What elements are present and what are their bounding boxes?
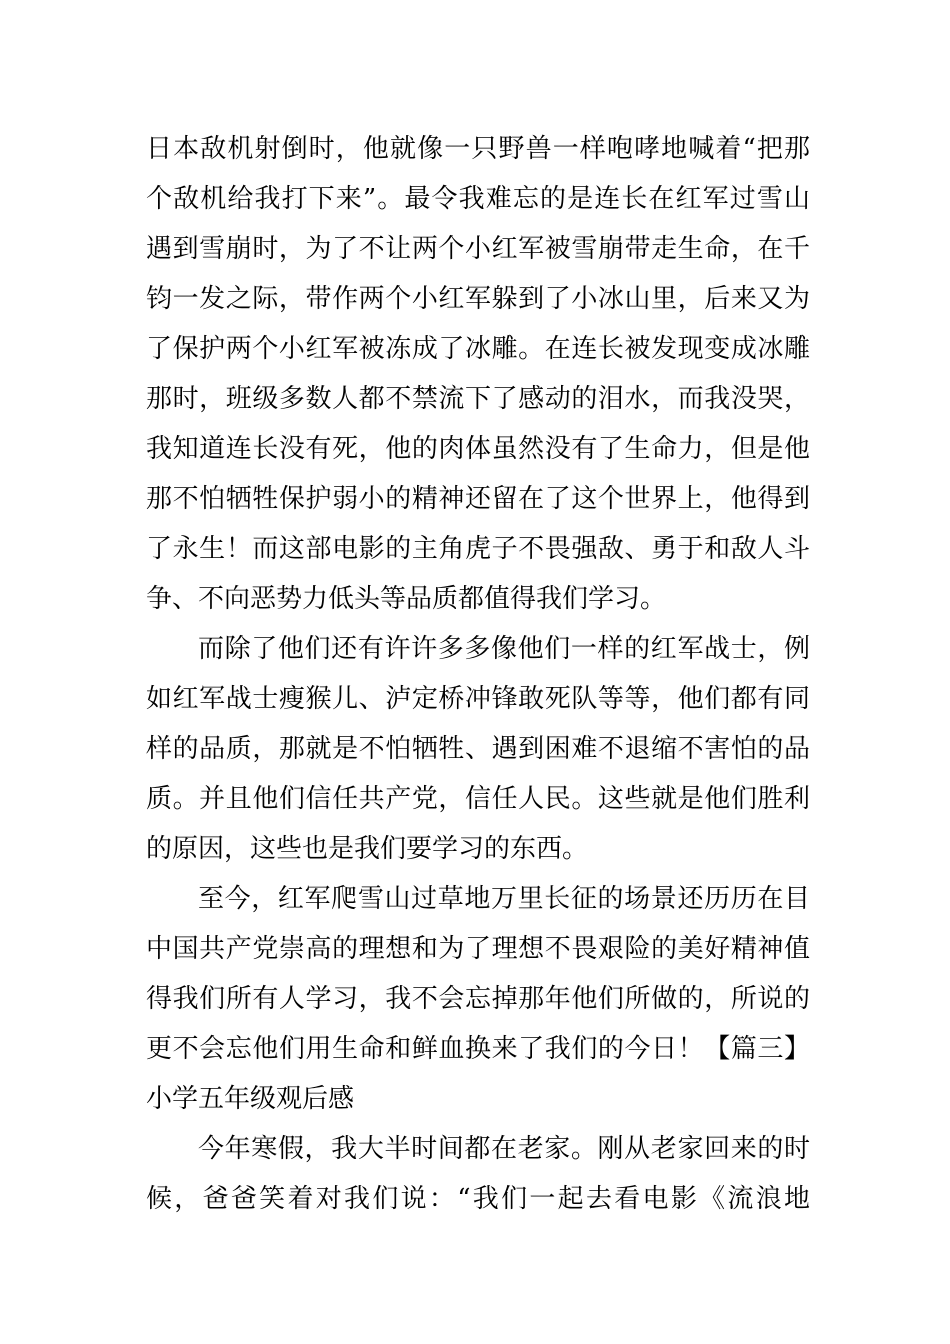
- text-line: 我知道连长没有死，他的肉体虽然没有了生命力，但是他: [146, 434, 810, 464]
- text-line: 得我们所有人学习，我不会忘掉那年他们所做的，所说的: [146, 984, 810, 1014]
- paragraph-start-line: 而除了他们还有许许多多像他们一样的红军战士，例: [198, 634, 810, 664]
- section-heading-line: 小学五年级观后感: [146, 1084, 355, 1114]
- text-line: 个敌机给我打下来”。最令我难忘的是连长在红军过雪山: [146, 184, 810, 214]
- body-text: [146, 124, 810, 1224]
- text-line: 钧一发之际，带作两个小红军躲到了小冰山里，后来又为: [146, 284, 810, 314]
- text-line: 候，爸爸笑着对我们说：“我们一起去看电影《流浪地: [146, 1184, 810, 1214]
- text-line: 质。并且他们信任共产党，信任人民。这些就是他们胜利: [146, 784, 810, 814]
- text-line: 日本敌机射倒时，他就像一只野兽一样咆哮地喊着“把那: [146, 134, 810, 164]
- text-line: 更不会忘他们用生命和鲜血换来了我们的今日！【篇三】: [146, 1034, 810, 1064]
- paragraph-start-line: 今年寒假，我大半时间都在老家。刚从老家回来的时: [198, 1134, 810, 1164]
- text-line: 了永生！而这部电影的主角虎子不畏强敌、勇于和敌人斗: [146, 534, 810, 564]
- text-line: 如红军战士瘦猴儿、泸定桥冲锋敢死队等等，他们都有同: [146, 684, 810, 714]
- text-line: 那时，班级多数人都不禁流下了感动的泪水，而我没哭，: [146, 384, 810, 414]
- text-line: 中国共产党崇高的理想和为了理想不畏艰险的美好精神值: [146, 934, 810, 964]
- text-line: 的原因，这些也是我们要学习的东西。: [146, 834, 589, 864]
- text-line: 遇到雪崩时，为了不让两个小红军被雪崩带走生命，在千: [146, 234, 810, 264]
- text-line: 了保护两个小红军被冻成了冰雕。在连长被发现变成冰雕: [146, 334, 810, 364]
- text-line: 样的品质，那就是不怕牺牲、遇到困难不退缩不害怕的品: [146, 734, 810, 764]
- text-line: 那不怕牺牲保护弱小的精神还留在了这个世界上，他得到: [146, 484, 810, 514]
- text-line: 争、不向恶势力低头等品质都值得我们学习。: [146, 584, 667, 614]
- paragraph-start-line: 至今，红军爬雪山过草地万里长征的场景还历历在目: [198, 884, 810, 914]
